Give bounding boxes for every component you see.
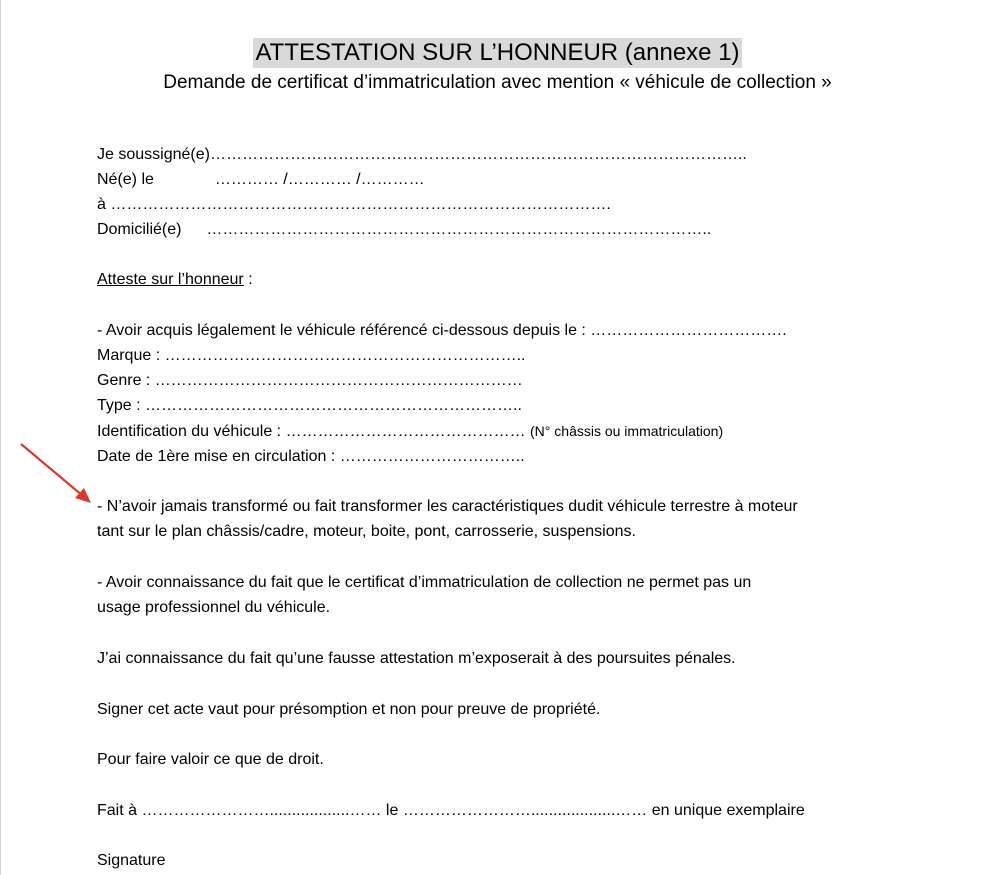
red-arrow-icon	[17, 440, 97, 510]
address-line	[97, 217, 711, 242]
title-wrap	[1, 38, 993, 68]
acquisition-line: - Avoir acquis légalement le véhicule référencé ci-dessous depuis le : ……………………………….	[97, 322, 787, 339]
false-attestation-line: J’ai connaissance du fait qu’une fausse attestation m’exposerait à des poursuites pénales.	[97, 650, 736, 667]
address-value: …………………………………………………………………………………..	[206, 221, 712, 238]
attest-heading: Atteste sur l’honneur	[97, 271, 244, 288]
document-subtitle: Demande de certificat d’immatriculation avec mention « véhicule de collection »	[163, 72, 832, 93]
attest-heading-line	[97, 267, 253, 292]
signature-label: Signature	[97, 852, 166, 869]
identification-line	[97, 419, 723, 444]
identification-text: Identification du véhicule : ………………………………………	[97, 423, 531, 440]
document-title: ATTESTATION SUR L’HONNEUR (annexe 1)	[255, 39, 740, 66]
attest-colon: :	[243, 271, 253, 288]
transformation-line-1: - N’avoir jamais transformé ou fait transformer les caractéristiques dudit véhicule terrestre à moteur	[97, 498, 798, 515]
birth-place-line: à ………………………………………………………………………………….	[97, 196, 611, 213]
birth-date-label: Né(e) le	[97, 171, 154, 188]
birth-date-value: ………… /………… /…………	[214, 171, 425, 188]
genre-line: Genre : ……………………………………………………………	[97, 372, 523, 389]
legal-purpose-line: Pour faire valoir ce que de droit.	[97, 751, 324, 768]
collection-usage-line-2: usage professionnel du véhicule.	[97, 599, 331, 616]
address-label: Domicilié(e)	[97, 221, 182, 238]
identification-note: (N° châssis ou immatriculation)	[530, 423, 724, 439]
transformation-line-2: tant sur le plan châssis/cadre, moteur, boite, pont, carrosserie, suspensions.	[97, 523, 636, 540]
presumption-line: Signer cet acte vaut pour présomption et non pour preuve de propriété.	[97, 701, 601, 718]
marque-line: Marque : …………………………………………………………..	[97, 347, 526, 364]
collection-usage-line-1: - Avoir connaissance du fait que le certificat d’immatriculation de collection ne permet pas un	[97, 574, 752, 591]
type-line: Type : ……………………………………………………………..	[97, 397, 522, 414]
place-date-line: Fait à ……………………..................…… le ……………………...................…… en unique exemplaire	[97, 802, 805, 819]
soussigne-line: Je soussigné(e)………………………………………………………………………………………..	[97, 146, 747, 163]
first-registration-line: Date de 1ère mise en circulation : ……………………………..	[97, 448, 525, 465]
birth-date-line	[97, 167, 425, 192]
